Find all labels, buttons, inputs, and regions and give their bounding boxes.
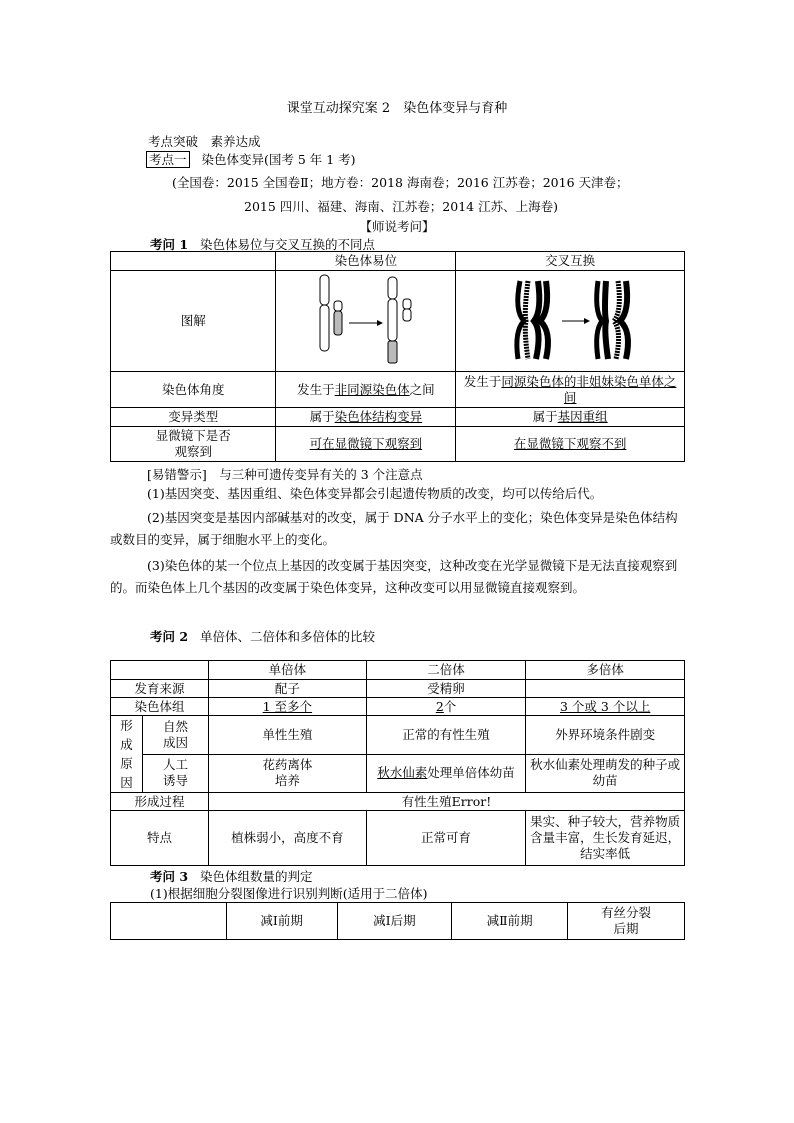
q2-cell: 2个 [366, 698, 526, 716]
q2-cell: 3 个或 3 个以上 [526, 698, 685, 716]
q3-table [110, 902, 685, 940]
q1-cell: 发生于同源染色体的非姐妹染色单体之间 [456, 372, 685, 408]
q3-col-header: 减Ⅰ前期 [226, 903, 337, 940]
warning-title: [易错警示] 与三种可遗传变异有关的 3 个注意点 [147, 467, 423, 482]
q3-col-header: 减Ⅰ后期 [337, 903, 452, 940]
q2-cell: 配子 [208, 680, 366, 698]
teacher-heading: 【师说考问】 [359, 219, 435, 234]
q3-sub: (1)根据细胞分裂图像进行识别判断(适用于二倍体) [150, 886, 428, 901]
q3-col-header: 有丝分裂后期 [568, 903, 685, 940]
q2-cell: 1 至多个 [208, 698, 366, 716]
q2-row-label: 人工诱导 [142, 754, 208, 793]
q1-col-header: 交叉互换 [456, 252, 685, 271]
q1-label: 考问 1 [150, 237, 189, 252]
q1-row-label: 染色体角度 [111, 372, 276, 408]
translocation-illustration [291, 271, 441, 367]
page-title: 课堂互动探究案 2 染色体变异与育种 [286, 101, 508, 116]
q2-cell: 外界环境条件剧变 [526, 716, 685, 755]
q2-row-label: 形成过程 [111, 793, 209, 811]
q2-cell: 花药离体培养 [208, 754, 366, 793]
q2-cell: 有性生殖Error! [208, 793, 684, 811]
section-header: 考点突破 素养达成 [148, 134, 261, 149]
crossover-illustration [480, 271, 660, 367]
q2-cell: 单性生殖 [208, 716, 366, 755]
q1-cell: 发生于非同源染色体之间 [276, 372, 456, 408]
q2-row-label: 发育来源 [111, 680, 209, 698]
exam-line-2: 2015 四川、福建、海南、江苏卷；2014 江苏、上海卷) [244, 199, 558, 214]
q3-corner [111, 903, 227, 940]
q3-col-header: 减Ⅱ前期 [452, 903, 568, 940]
kaodian-title: 染色体变异(国考 5 年 1 考) [201, 152, 356, 167]
q2-corner [111, 661, 209, 680]
q2-cell: 秋水仙素处理萌发的种子或幼苗 [526, 754, 685, 793]
q1-cell: 可在显微镜下观察到 [276, 427, 456, 462]
q1-title: 染色体易位与交叉互换的不同点 [200, 237, 376, 252]
q2-row-label: 染色体组 [111, 698, 209, 716]
q2-label: 考问 2 [150, 629, 189, 644]
exam-line-1: (全国卷：2015 全国卷Ⅱ；地方卷：2018 海南卷；2016 江苏卷；2016 天津卷； [172, 175, 629, 190]
q2-col-header: 单倍体 [208, 661, 366, 680]
q1-col-header: 染色体易位 [276, 252, 456, 271]
q1-corner [111, 252, 276, 271]
q2-col-header: 二倍体 [366, 661, 526, 680]
q1-table [110, 251, 685, 462]
q2-heading [150, 627, 375, 645]
warning-p2: (2)基因突变是基因内部碱基对的改变，属于 DNA 分子水平上的变化；染色体变异是染色体结构或数目的变异，属于细胞水平上的变化。 [110, 510, 678, 547]
q3-label: 考问 3 [150, 869, 189, 884]
q2-table [110, 660, 685, 866]
kaodian-line [146, 150, 356, 168]
q2-cell: 正常的有性生殖 [366, 716, 526, 755]
translocation-diagram [276, 271, 456, 372]
q1-cell: 属于染色体结构变异 [276, 408, 456, 427]
warning-p3: (3)染色体的某一个位点上基因的改变属于基因突变，这种改变在光学显微镜下是无法直接观察到的。而染色体上几个基因的改变属于染色体变异，这种改变可以用显微镜直接观察到。 [110, 558, 678, 595]
q2-cell: 植株弱小，高度不育 [208, 811, 366, 866]
q2-cell: 果实、种子较大，营养物质含量丰富，生长发育延迟，结实率低 [526, 811, 685, 866]
kaodian-label: 考点一 [146, 151, 190, 168]
q2-row-label: 形成原因 [111, 716, 143, 793]
q1-cell: 属于基因重组 [456, 408, 685, 427]
q2-title: 单倍体、二倍体和多倍体的比较 [200, 629, 376, 644]
q1-row-label: 显微镜下是否观察到 [111, 427, 276, 462]
crossover-diagram [456, 271, 685, 372]
q2-cell [526, 680, 685, 698]
q1-row-label: 图解 [111, 271, 276, 372]
q2-cell: 正常可育 [366, 811, 526, 866]
q3-title: 染色体组数量的判定 [200, 869, 313, 884]
q2-cell: 受精卵 [366, 680, 526, 698]
q2-col-header: 多倍体 [526, 661, 685, 680]
q2-cell: 秋水仙素处理单倍体幼苗 [366, 754, 526, 793]
q3-heading [150, 867, 313, 885]
q1-cell: 在显微镜下观察不到 [456, 427, 685, 462]
q2-row-label: 自然成因 [142, 716, 208, 755]
q1-row-label: 变异类型 [111, 408, 276, 427]
q2-row-label: 特点 [111, 811, 209, 866]
warning-p1: (1)基因突变、基因重组、染色体变异都会引起遗传物质的改变，均可以传给后代。 [147, 486, 603, 501]
